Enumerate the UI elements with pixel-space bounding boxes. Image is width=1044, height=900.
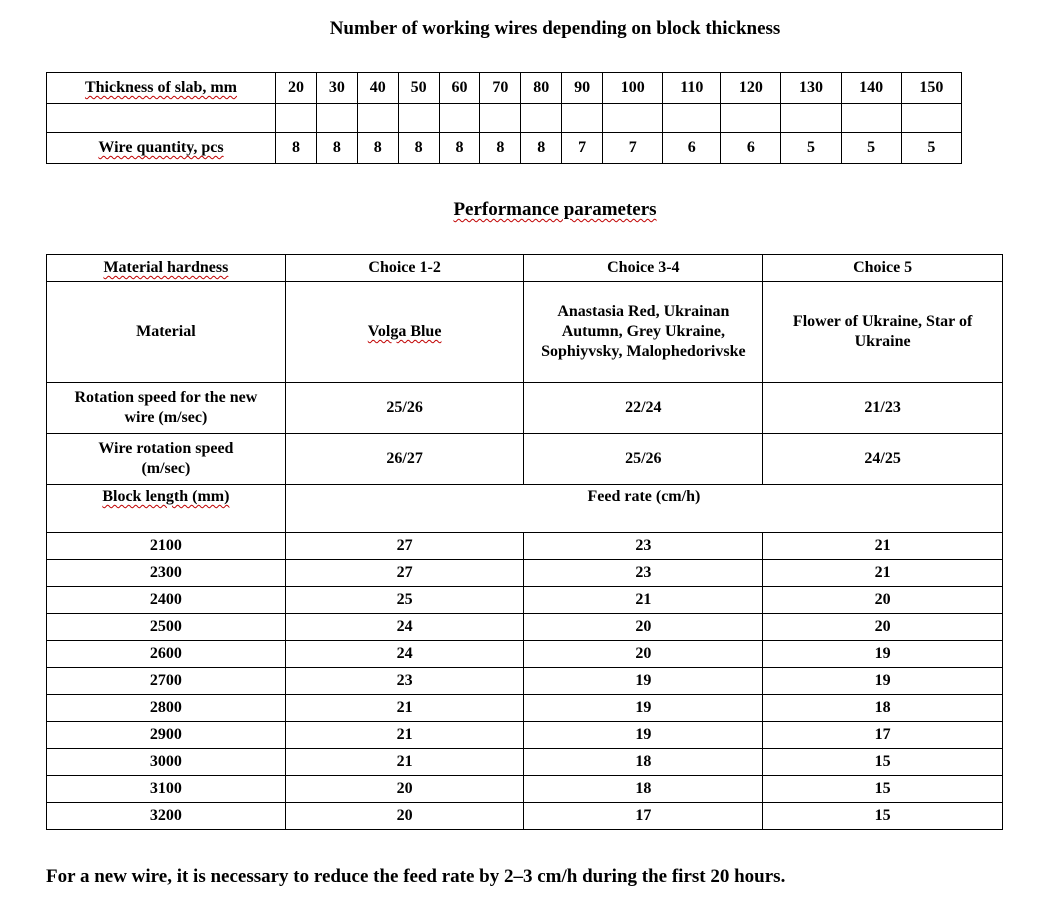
block-length-cell: 2900 [47,722,286,749]
blank-cell [47,104,276,133]
feed-rate-cell: 17 [763,722,1003,749]
wire-rotation-label: Wire rotation speed (m/sec) [47,434,286,485]
table-row [47,695,1003,722]
block-length-cell: 2500 [47,614,286,641]
quantity-cell: 8 [439,133,480,164]
feed-rate-cell: 18 [763,695,1003,722]
thickness-cell: 120 [721,73,781,104]
block-length-cell: 2600 [47,641,286,668]
material-cell: Anastasia Red, Ukrainan Autumn, Grey Ukraine, Sophiyvsky, Malophedorivske [524,282,763,383]
feed-rate-cell: 15 [763,749,1003,776]
wire-rotation-cell: 26/27 [285,434,524,485]
wire-rotation-cell: 25/26 [524,434,763,485]
blank-cell [781,104,841,133]
feed-rate-cell: 21 [285,695,524,722]
feed-rate-cell: 19 [763,668,1003,695]
feed-rate-cell: 21 [763,560,1003,587]
quantity-cell: 5 [781,133,841,164]
rotation-new-row [47,383,1003,434]
feed-rate-cell: 23 [524,533,763,560]
blank-cell [562,104,603,133]
thickness-cell: 40 [357,73,398,104]
material-row [47,282,1003,383]
table-row [47,668,1003,695]
feed-rate-cell: 24 [285,614,524,641]
choice-header: Choice 5 [763,255,1003,282]
table-row [47,722,1003,749]
choice-header: Choice 3-4 [524,255,763,282]
feed-rate-cell: 19 [763,641,1003,668]
table-row [47,749,1003,776]
material-cell: Volga Blue [285,282,524,383]
feed-rate-cell: 20 [285,776,524,803]
wire-quantity-table [46,72,962,164]
block-length-cell: 2400 [47,587,286,614]
feed-rate-cell: 27 [285,560,524,587]
table-row [47,641,1003,668]
material-label: Material [47,282,286,383]
block-length-cell: 2800 [47,695,286,722]
quantity-cell: 5 [901,133,961,164]
rotation-new-cell: 21/23 [763,383,1003,434]
quantity-cell: 7 [562,133,603,164]
blank-cell [841,104,901,133]
thickness-label: Thickness of slab, mm [47,73,276,104]
table-row [47,533,1003,560]
wire-rotation-row [47,434,1003,485]
quantity-cell: 7 [603,133,663,164]
quantity-label: Wire quantity, pcs [47,133,276,164]
thickness-cell: 150 [901,73,961,104]
quantity-cell: 6 [721,133,781,164]
quantity-cell: 8 [357,133,398,164]
feed-rate-cell: 20 [763,587,1003,614]
block-length-cell: 2300 [47,560,286,587]
table-row [47,803,1003,830]
rotation-new-cell: 22/24 [524,383,763,434]
feed-rate-cell: 15 [763,776,1003,803]
blank-cell [663,104,721,133]
blank-cell [439,104,480,133]
feed-rate-cell: 21 [524,587,763,614]
feed-rate-cell: 19 [524,668,763,695]
feed-rate-cell: 19 [524,695,763,722]
thickness-cell: 100 [603,73,663,104]
feed-rate-cell: 21 [285,749,524,776]
hardness-row [47,255,1003,282]
blank-cell [521,104,562,133]
feed-rate-cell: 24 [285,641,524,668]
blank-cell [721,104,781,133]
feed-rate-cell: 17 [524,803,763,830]
rotation-new-label: Rotation speed for the new wire (m/sec) [47,383,286,434]
hardness-label: Material hardness [47,255,286,282]
feed-rate-cell: 25 [285,587,524,614]
feed-rate-cell: 18 [524,749,763,776]
feed-rate-cell: 20 [285,803,524,830]
feed-rate-cell: 18 [524,776,763,803]
block-length-label: Block length (mm) [47,485,286,533]
thickness-row [47,73,962,104]
table-row [47,614,1003,641]
thickness-cell: 60 [439,73,480,104]
feed-rate-cell: 23 [524,560,763,587]
feed-rate-rows [47,533,1003,830]
quantity-cell: 8 [521,133,562,164]
blank-cell [357,104,398,133]
table-row [47,776,1003,803]
choice-header: Choice 1-2 [285,255,524,282]
block-length-cell: 3200 [47,803,286,830]
blank-cell [480,104,521,133]
thickness-cell: 90 [562,73,603,104]
block-length-cell: 2100 [47,533,286,560]
feed-rate-cell: 20 [524,614,763,641]
quantity-cell: 8 [480,133,521,164]
quantity-row [47,133,962,164]
feed-rate-label: Feed rate (cm/h) [285,485,1002,533]
quantity-cell: 8 [276,133,317,164]
feed-rate-cell: 15 [763,803,1003,830]
quantity-cell: 8 [316,133,357,164]
feed-rate-cell: 21 [763,533,1003,560]
table-row [47,560,1003,587]
thickness-cell: 140 [841,73,901,104]
feed-rate-cell: 27 [285,533,524,560]
table-row [47,587,1003,614]
feed-rate-cell: 19 [524,722,763,749]
thickness-cell: 80 [521,73,562,104]
thickness-cell: 20 [276,73,317,104]
thickness-cell: 110 [663,73,721,104]
performance-table-title: Performance parameters [453,199,657,220]
thickness-cell: 70 [480,73,521,104]
blank-cell [316,104,357,133]
rotation-new-cell: 25/26 [285,383,524,434]
block-length-cell: 3100 [47,776,286,803]
block-length-row [47,485,1003,533]
quantity-cell: 6 [663,133,721,164]
thickness-cell: 50 [398,73,439,104]
thickness-cell: 30 [316,73,357,104]
feed-rate-cell: 20 [524,641,763,668]
feed-rate-cell: 20 [763,614,1003,641]
blank-cell [276,104,317,133]
feed-rate-cell: 23 [285,668,524,695]
block-length-cell: 2700 [47,668,286,695]
blank-row [47,104,962,133]
blank-cell [398,104,439,133]
quantity-cell: 8 [398,133,439,164]
performance-table [46,254,1003,830]
thickness-cell: 130 [781,73,841,104]
wire-table-title: Number of working wires depending on block thickness [329,18,781,39]
blank-cell [901,104,961,133]
feed-rate-cell: 21 [285,722,524,749]
blank-cell [603,104,663,133]
footnote: For a new wire, it is necessary to reduce the feed rate by 2–3 cm/h during the first 20 hours. [46,866,786,887]
block-length-cell: 3000 [47,749,286,776]
quantity-cell: 5 [841,133,901,164]
wire-rotation-cell: 24/25 [763,434,1003,485]
material-cell: Flower of Ukraine, Star of Ukraine [763,282,1003,383]
